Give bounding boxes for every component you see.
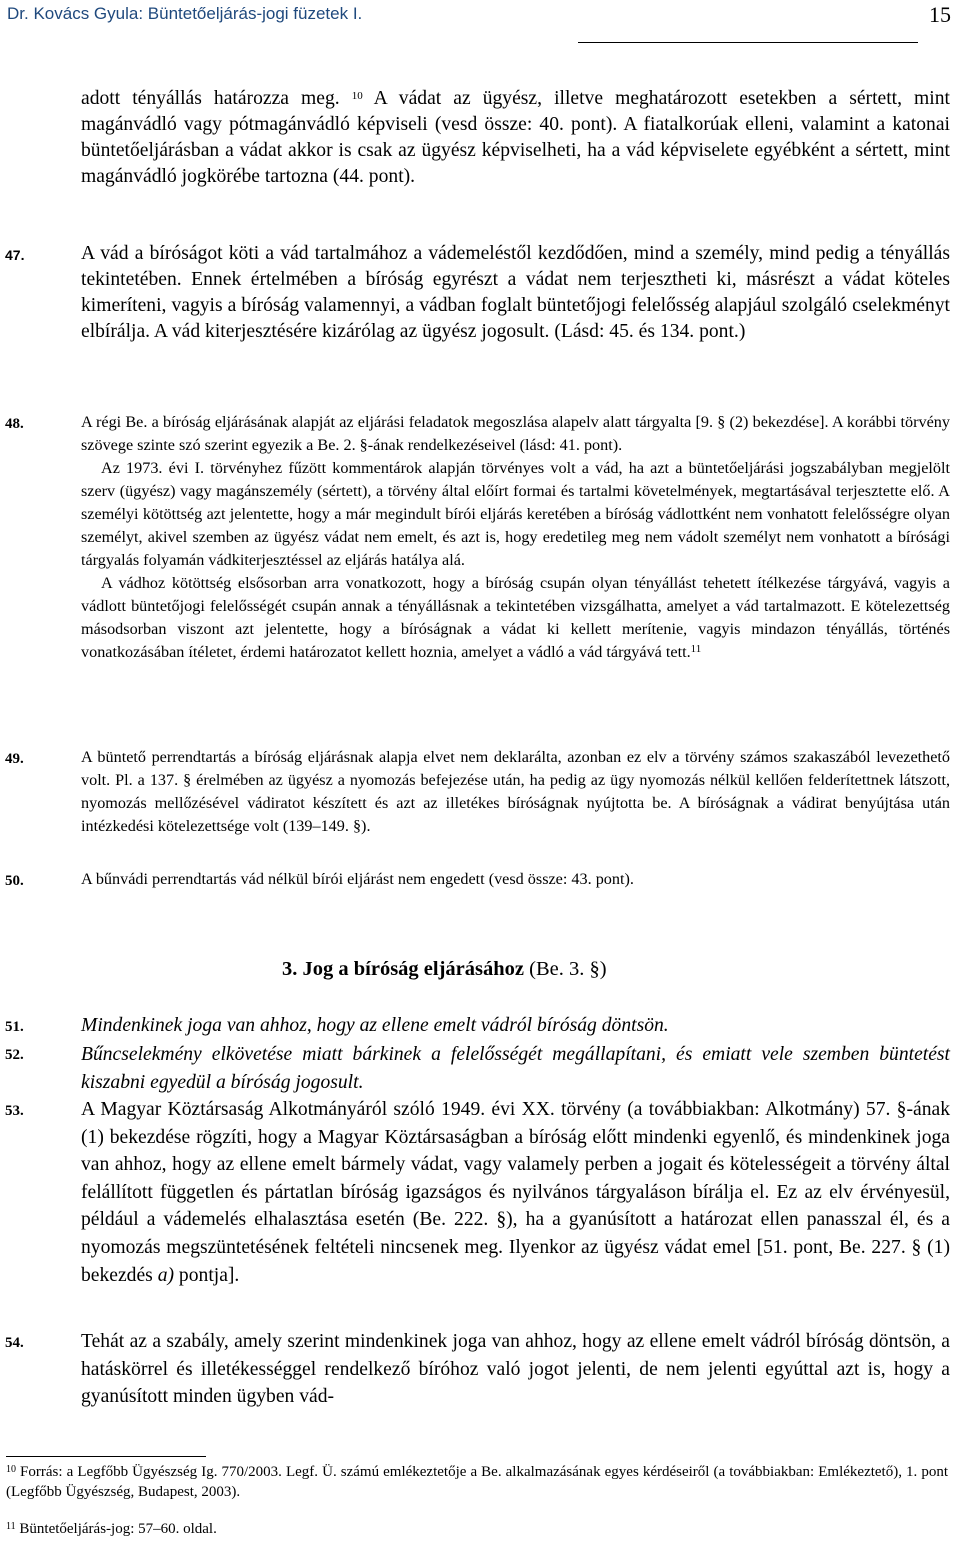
paragraph-text: adott tényállás határozza meg. (81, 88, 340, 109)
footnote-ref-11[interactable]: 11 (690, 643, 702, 655)
footnote-mark: 10 (6, 1464, 16, 1475)
paragraph-51: Mindenkinek joga van ahhoz, hogy az ellene emelt vádról bíróság döntsön. (81, 1015, 669, 1036)
paragraph-48-text-1: A régi Be. a bíróság eljárásának alapját az eljárási feladatok megoszlása alapelv alatt tárgyalta [9. § (2) bekezdése]. A korábbi törvény szövege szinte szó szerint egyezik a Be. 2. §-ának rendelkezéseivel (lásd: 41. pont). (81, 413, 950, 454)
paragraph-text-italic: a) (157, 1264, 175, 1286)
running-header-title: Dr. Kovács Gyula: Büntetőeljárás-jogi füzetek I. (7, 4, 363, 23)
footnote-text: Büntetőeljárás-jog: 57–60. oldal. (15, 1521, 217, 1537)
paragraph-number-52: 52. (5, 1047, 24, 1063)
paragraph-number-47: 47. (5, 247, 25, 263)
footnote-11 (6, 1519, 948, 1539)
section-heading-rest: (Be. 3. §) (524, 958, 607, 980)
paragraph-number-54: 54. (5, 1335, 24, 1351)
paragraph-54: Tehát az a szabály, amely szerint mindenkinek joga van ahhoz, hogy az ellene emelt vádról bíróság döntsön, a hatáskörrel és illetékességgel rendelkező bíróhoz való jogot jelenti, de nem jelenti egyúttal azt is, hogy a gyanúsított minden ügyben vád- (81, 1331, 950, 1408)
footnote-ref-10[interactable]: 10 (351, 90, 363, 102)
paragraph-49: A büntető perrendtartás a bíróság eljárásnak alapja elvet nem deklarálta, azonban ez elv a törvény számos szakaszából levezethető volt. Pl. a 137. § érelmében az ügyész a nyomozás befejezése után, ha pedig az ügy nyomozás nélkül kellően felderítettnek látszott, nyomozás mellőzésével vádiratot készített és azt az illetékes bíróságnak nyújtotta be. A bíróságnak a vádirat benyújtása után intézkedési kötelezettsége volt (139–149. §). (81, 748, 950, 835)
paragraph-number-50: 50. (5, 873, 24, 889)
paragraph-50: A bűnvádi perrendtartás vád nélkül bírói eljárást nem engedett (vesd össze: 43. pont). (81, 870, 634, 888)
paragraph-47: A vád a bíróságot köti a vád tartalmához a vádemeléstől kezdődően, mind a személy, mind pedig a tényállás tekintetében. Ennek értelmében a bíróság egyrészt a vádat nem terjesztheti ki, másrészt a vádat köteles kimeríteni, vagyis a bíróság valamennyi, a vádban foglalt büntetőjogi felelősség alapjául szolgáló cselekményt elbírálja. A vád kiterjesztésére kizárólag az ügyész jogosult. (Lásd: 45. és 134. pont.) (81, 243, 950, 342)
page-number: 15 (929, 2, 951, 27)
footnote-10 (6, 1462, 948, 1502)
paragraph-48-text-3 (81, 572, 950, 664)
paragraph-52: Bűncselekmény elkövetése miatt bárkinek a felelősségét megállapítani, és emiatt vele szemben büntetést kiszabni egyedül a bíróság jogosult. (81, 1044, 950, 1093)
footnote-text: Forrás: a Legfőbb Ügyészség Ig. 770/2003. Legf. Ü. számú emlékeztetője a Be. alkalmazásának egyes kérdéseiről (a továbbiakban: Emlékeztető), 1. pont (Legfőbb Ügyészség, Budapest, 2003). (6, 1464, 948, 1500)
paragraph-48-text-2: Az 1973. évi I. törvényhez fűzött kommentárok alapján törvényes volt a vád, ha azt a büntetőeljárási jogszabályban megjelölt szerv (ügyész) vagy magánszemély (sértett), a törvény által előírt formai és tartalmi követelmények, megtartásával terjesztette elő. A személyi kötöttség azt jelentette, hogy a már megindult bírói eljárás keretében a bíróság vádlottként nem vonhatott felelősségre olyan személyt, akivel szemben az ügyész vádat nem emelt, és azt is, hogy eredetileg meg nem vádolt személyt nem vonhatott a bírósági tárgyalás folyamán vádkiterjesztéssel az eljárás hatálya alá. (81, 459, 950, 569)
paragraph-continuation (81, 86, 950, 190)
paragraph-text: A Magyar Köztársaság Alkotmányáról szóló 1949. évi XX. törvény (a továbbiakban: Alkotmány) 57. §-ának (1) bekezdése rögzíti, hogy a Magyar Köztársaságban a bíróság előtt mindenki egyenlő, és mindenkinek joga van ahhoz, hogy az ellene emelt bármely vádat, vagy valamely perben a jogait és kötelességeit a törvény által felállított független és pártatlan bíróság igazságos és nyilvános tárgyaláson bírálja el. Ez az elv érvényesül, például a vádemelés elhalasztása esetén (Be. 222. §), ha a gyanúsított a határozat ellen panasszal él, és a nyomozás megszüntetésének feltételi nincsenek meg. Ilyenkor az ügyész vádat emel [51. pont, Be. 227. § (1) bekezdés (81, 1099, 950, 1286)
paragraph-text: A vádhoz kötöttség elsősorban arra vonatkozott, hogy a bíróság csupán olyan tényállást tehetett ítélkezése tárgyává, vagyis a vádlott büntetőjogi felelősségét csupán annak a tényállásnak a tekintetében vizsgálhatta, amelyet a vád tartalmazott. E kötelezettség másodsorban viszont azt jelentette, hogy a bíróságnak a vádat ki kellett merítenie, vagyis mindazon tényállás, történés vonatkozásában ítéletet, érdemi határozatot kellett hoznia, amelyet a vádló a vád tárgyává tett. (81, 574, 950, 661)
section-heading (282, 958, 607, 981)
paragraph-text: pontja]. (174, 1264, 240, 1286)
paragraph-number-49: 49. (5, 751, 24, 767)
footnote-rule (6, 1456, 206, 1457)
section-heading-bold: 3. Jog a bíróság eljárásához (282, 958, 524, 980)
header-rule (578, 42, 918, 43)
paragraph-53 (81, 1096, 950, 1289)
paragraph-number-51: 51. (5, 1019, 24, 1035)
paragraph-number-48: 48. (5, 416, 24, 432)
paragraph-48 (81, 411, 950, 664)
footnote-mark: 11 (6, 1521, 16, 1532)
paragraph-number-53: 53. (5, 1103, 24, 1119)
paragraph-text: A vádat az ügyész, illetve meghatározott esetekben a sértett, mint magánvádló vagy pótmagánvádló képviseli (vesd össze: 40. pont). A fiatalkorúak elleni, valamint a katonai büntetőeljárásban a vádat akkor is csak az ügyész képviselheti, ha a vád képviselete egyébként a sértett, mint magánvádló jogkörébe tartozna (44. pont). (81, 88, 950, 187)
